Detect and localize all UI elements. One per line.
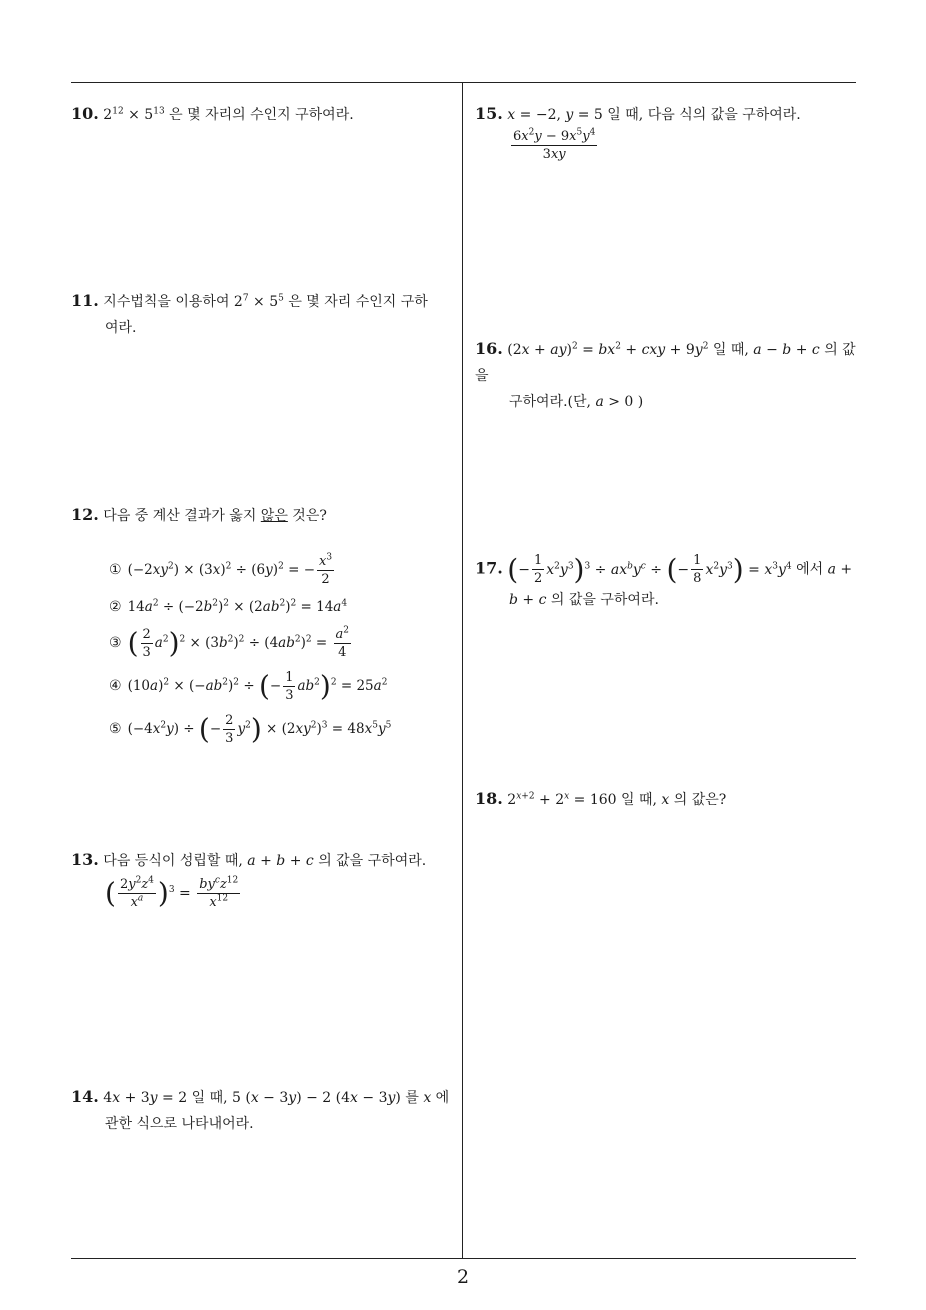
choice-4[interactable]: ④ $(10a)^2 \times (-ab^2)^2$ ÷ (− $\frac{1}{3}$ $ab^2)^2 = 25a^2$ — [109, 669, 388, 703]
equation: $\frac{6x^2y - 9x^5y^4}{3xy}$ — [513, 127, 596, 162]
bottom-rule — [71, 1258, 856, 1259]
problem-text: 에서 — [796, 561, 824, 578]
problem-text: 의 값을 — [475, 342, 856, 384]
problem-text: 일 때, — [621, 792, 657, 808]
problem-text: b + c 의 값을 구하여라. — [509, 592, 659, 608]
problem-text: 의 값은? — [673, 792, 727, 808]
math-expression: 5 (x − 3y) − 2 (4x − 3y) — [232, 1090, 401, 1106]
math-variable: x — [423, 1090, 432, 1106]
problem-text: 은 몇 자리의 수인지 구하여라. — [169, 107, 354, 123]
problem-number: 17. — [475, 558, 503, 578]
problem-text: 은 몇 자리 수인지 구하 — [288, 294, 428, 310]
problem-14 — [71, 1084, 461, 1137]
problem-text: 의 값을 구하여라. — [318, 853, 427, 869]
choice-marker: ⑤ — [109, 721, 122, 737]
problem-16 — [475, 336, 860, 415]
choice-marker: ③ — [109, 635, 122, 651]
math-expression: x = −2, y = 5 — [507, 107, 603, 123]
problem-15 — [475, 101, 855, 163]
problem-number: 13. — [71, 850, 99, 869]
problem-text: 것은? — [287, 508, 327, 524]
math-expression: a + — [827, 561, 853, 578]
column-divider — [462, 82, 463, 1259]
problem-text: 지수법칙을 이용하여 — [103, 294, 230, 310]
math-expression: 4x + 3y = 2 — [103, 1090, 188, 1106]
choice-marker: ① — [109, 562, 122, 578]
choice-marker: ④ — [109, 678, 122, 694]
underlined-word: 않은 — [260, 508, 288, 524]
problem-18 — [475, 786, 855, 813]
problem-11 — [71, 288, 461, 341]
choice-marker: ② — [109, 599, 122, 615]
problem-text: 를 — [405, 1090, 419, 1106]
problem-number: 16. — [475, 339, 503, 358]
choice-3[interactable]: ③ ( $\frac{2}{3}$ $a^2)^2 \times (3b^2)^2 \div (4ab^2)^2$ = $\frac{a^2}{4}$ — [109, 625, 350, 660]
top-rule — [71, 82, 856, 83]
problem-12 — [71, 502, 461, 755]
problem-text: 일 때, — [191, 1090, 228, 1106]
problem-text: 관한 식으로 나타내어라. — [105, 1116, 254, 1132]
choice-1[interactable]: ① $(-2xy^2) \times (3x)^2 \div (6y)^2$ = − $\frac{x^3}{2}$ — [109, 552, 333, 587]
problem-13 — [71, 847, 461, 911]
problem-number: 18. — [475, 789, 503, 808]
problem-text: 여라. — [105, 320, 137, 336]
problem-text: 다음 등식이 성립할 때, — [103, 853, 243, 869]
problem-17 — [475, 552, 860, 613]
choice-list — [71, 553, 461, 747]
math-expression: $2^7 \times 5^5$ — [233, 293, 284, 310]
problem-text: 다음 중 계산 결과가 옳지 — [103, 508, 261, 524]
math-expression: $2^{x+2} + 2^x = 160$ — [507, 791, 617, 808]
problem-text: 에 — [435, 1090, 450, 1106]
problem-number: 11. — [71, 291, 99, 310]
problem-text: 일 때, 다음 식의 값을 구하여라. — [607, 107, 801, 123]
choice-2[interactable]: ② $14a^2 \div (-2b^2)^2 \times (2ab^2)^2 = 14a^4$ — [109, 598, 348, 615]
problem-10 — [71, 101, 456, 128]
math-expression: a + b + c — [247, 853, 314, 869]
math-expression: (− $\frac{1}{2}$ $x^2y^3)^3 \div ax^by^c$ ÷ (− $\frac{1}{8}$ $x^2y^3) = x^3y^4$ — [507, 552, 792, 586]
math-expression: $(2x + ay)^2 = bx^2$ + cxy + $9y^2$ — [507, 341, 709, 358]
math-expression: a − b + c — [753, 342, 820, 358]
problem-number: 12. — [71, 505, 99, 524]
page-number: 2 — [456, 1266, 470, 1288]
equation: ( $\frac{2y^2z^4}{x^a}$ )$^3$ = $\frac{by^cz^{12}}{x^{12}}$ — [105, 875, 239, 910]
problem-number: 10. — [71, 104, 99, 123]
math-variable: x — [661, 792, 670, 808]
choice-5[interactable]: ⑤ $(-4x^2y)$ ÷ (− $\frac{2}{3}$ $y^2) \times (2xy^2)^3 = 48x^5y^5$ — [109, 712, 392, 746]
problem-number: 15. — [475, 104, 503, 123]
math-expression: $2^{12} \times 5^{13}$ — [103, 106, 165, 123]
problem-number: 14. — [71, 1087, 99, 1106]
problem-text: 일 때, — [712, 342, 749, 358]
problem-text: 구하여라.(단, a > 0 ) — [509, 394, 644, 410]
